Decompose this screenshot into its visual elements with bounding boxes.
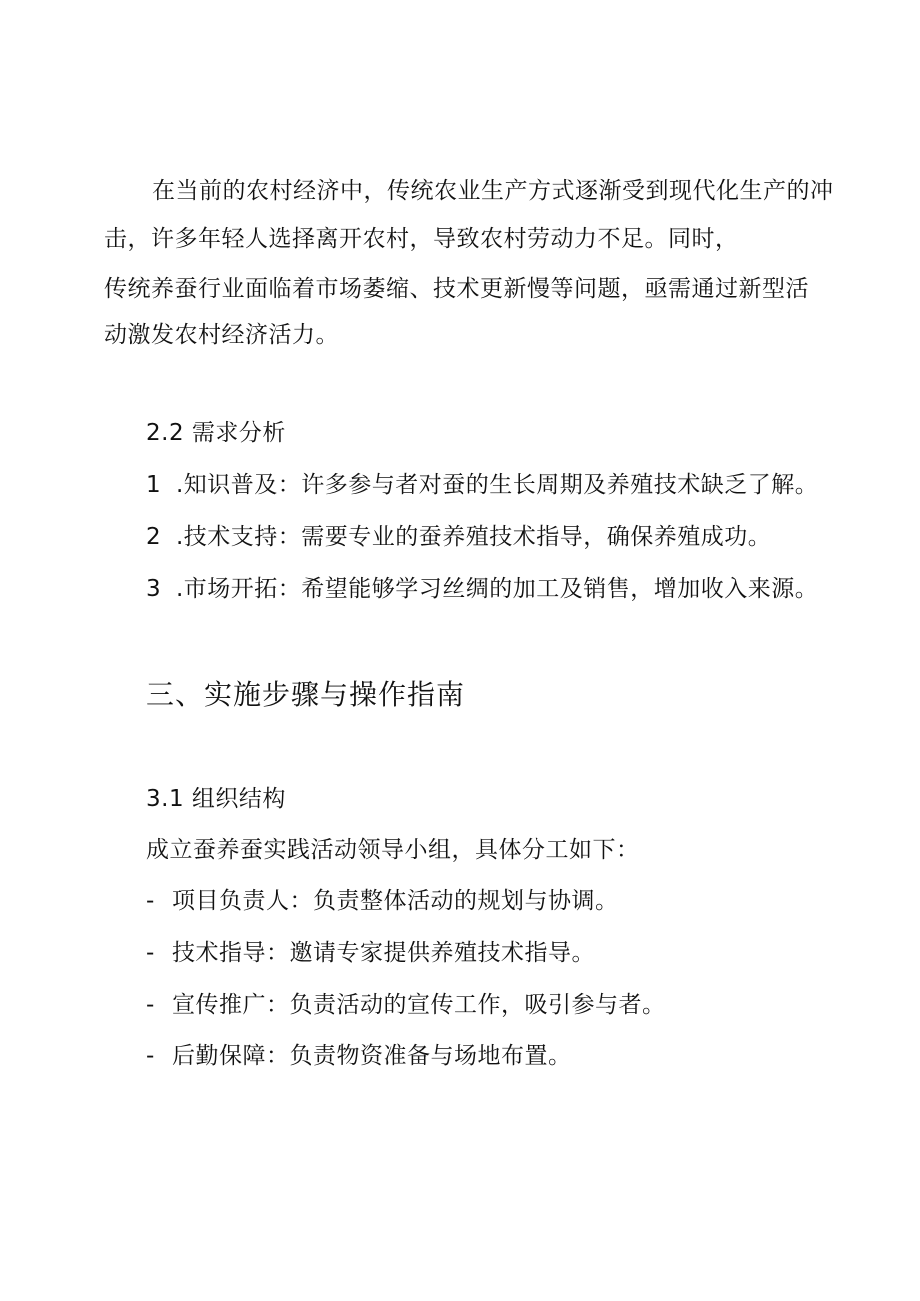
need-item-number: 2 [146,524,162,550]
list-dash: - [146,1043,155,1069]
need-item-number: 1 [146,472,162,498]
need-item-text: .市场开拓：希望能够学习丝绸的加工及销售，增加收入来源。 [176,576,819,602]
role-item-1 [146,886,619,916]
need-item-3 [146,574,818,604]
role-item-4 [146,1041,572,1071]
section-3-1-heading: 3.1 组织结构 [146,786,286,812]
list-dash: - [146,940,155,966]
list-dash: - [146,888,155,914]
role-item-text: 后勤保障：负责物资准备与场地布置。 [172,1043,572,1069]
role-item-text: 技术指导：邀请专家提供养殖技术指导。 [172,940,595,966]
section-3-1-intro: 成立蚕养蚕实践活动领导小组，具体分工如下： [146,837,640,863]
need-item-1 [146,470,818,500]
intro-line-2: 击，许多年轻人选择离开农村，导致农村劳动力不足。同时， [104,226,739,252]
need-item-text: .知识普及：许多参与者对蚕的生长周期及养殖技术缺乏了解。 [176,472,819,498]
intro-line-3: 传统养蚕行业面临着市场萎缩、技术更新慢等问题，亟需通过新型活 [104,276,809,302]
intro-line-4: 动激发农村经济活力。 [104,322,339,348]
need-item-number: 3 [146,576,162,602]
role-item-3 [146,990,666,1020]
need-item-2 [146,522,771,552]
chapter-3-heading: 三、实施步骤与操作指南 [146,678,466,711]
section-2-2-heading: 2.2 需求分析 [146,420,286,446]
role-item-2 [146,938,595,968]
list-dash: - [146,992,155,1018]
intro-line-1: 在当前的农村经济中，传统农业生产方式逐渐受到现代化生产的冲 [152,178,834,204]
need-item-text: .技术支持：需要专业的蚕养殖技术指导，确保养殖成功。 [176,524,772,550]
role-item-text: 宣传推广：负责活动的宣传工作，吸引参与者。 [172,992,666,1018]
role-item-text: 项目负责人：负责整体活动的规划与协调。 [172,888,619,914]
